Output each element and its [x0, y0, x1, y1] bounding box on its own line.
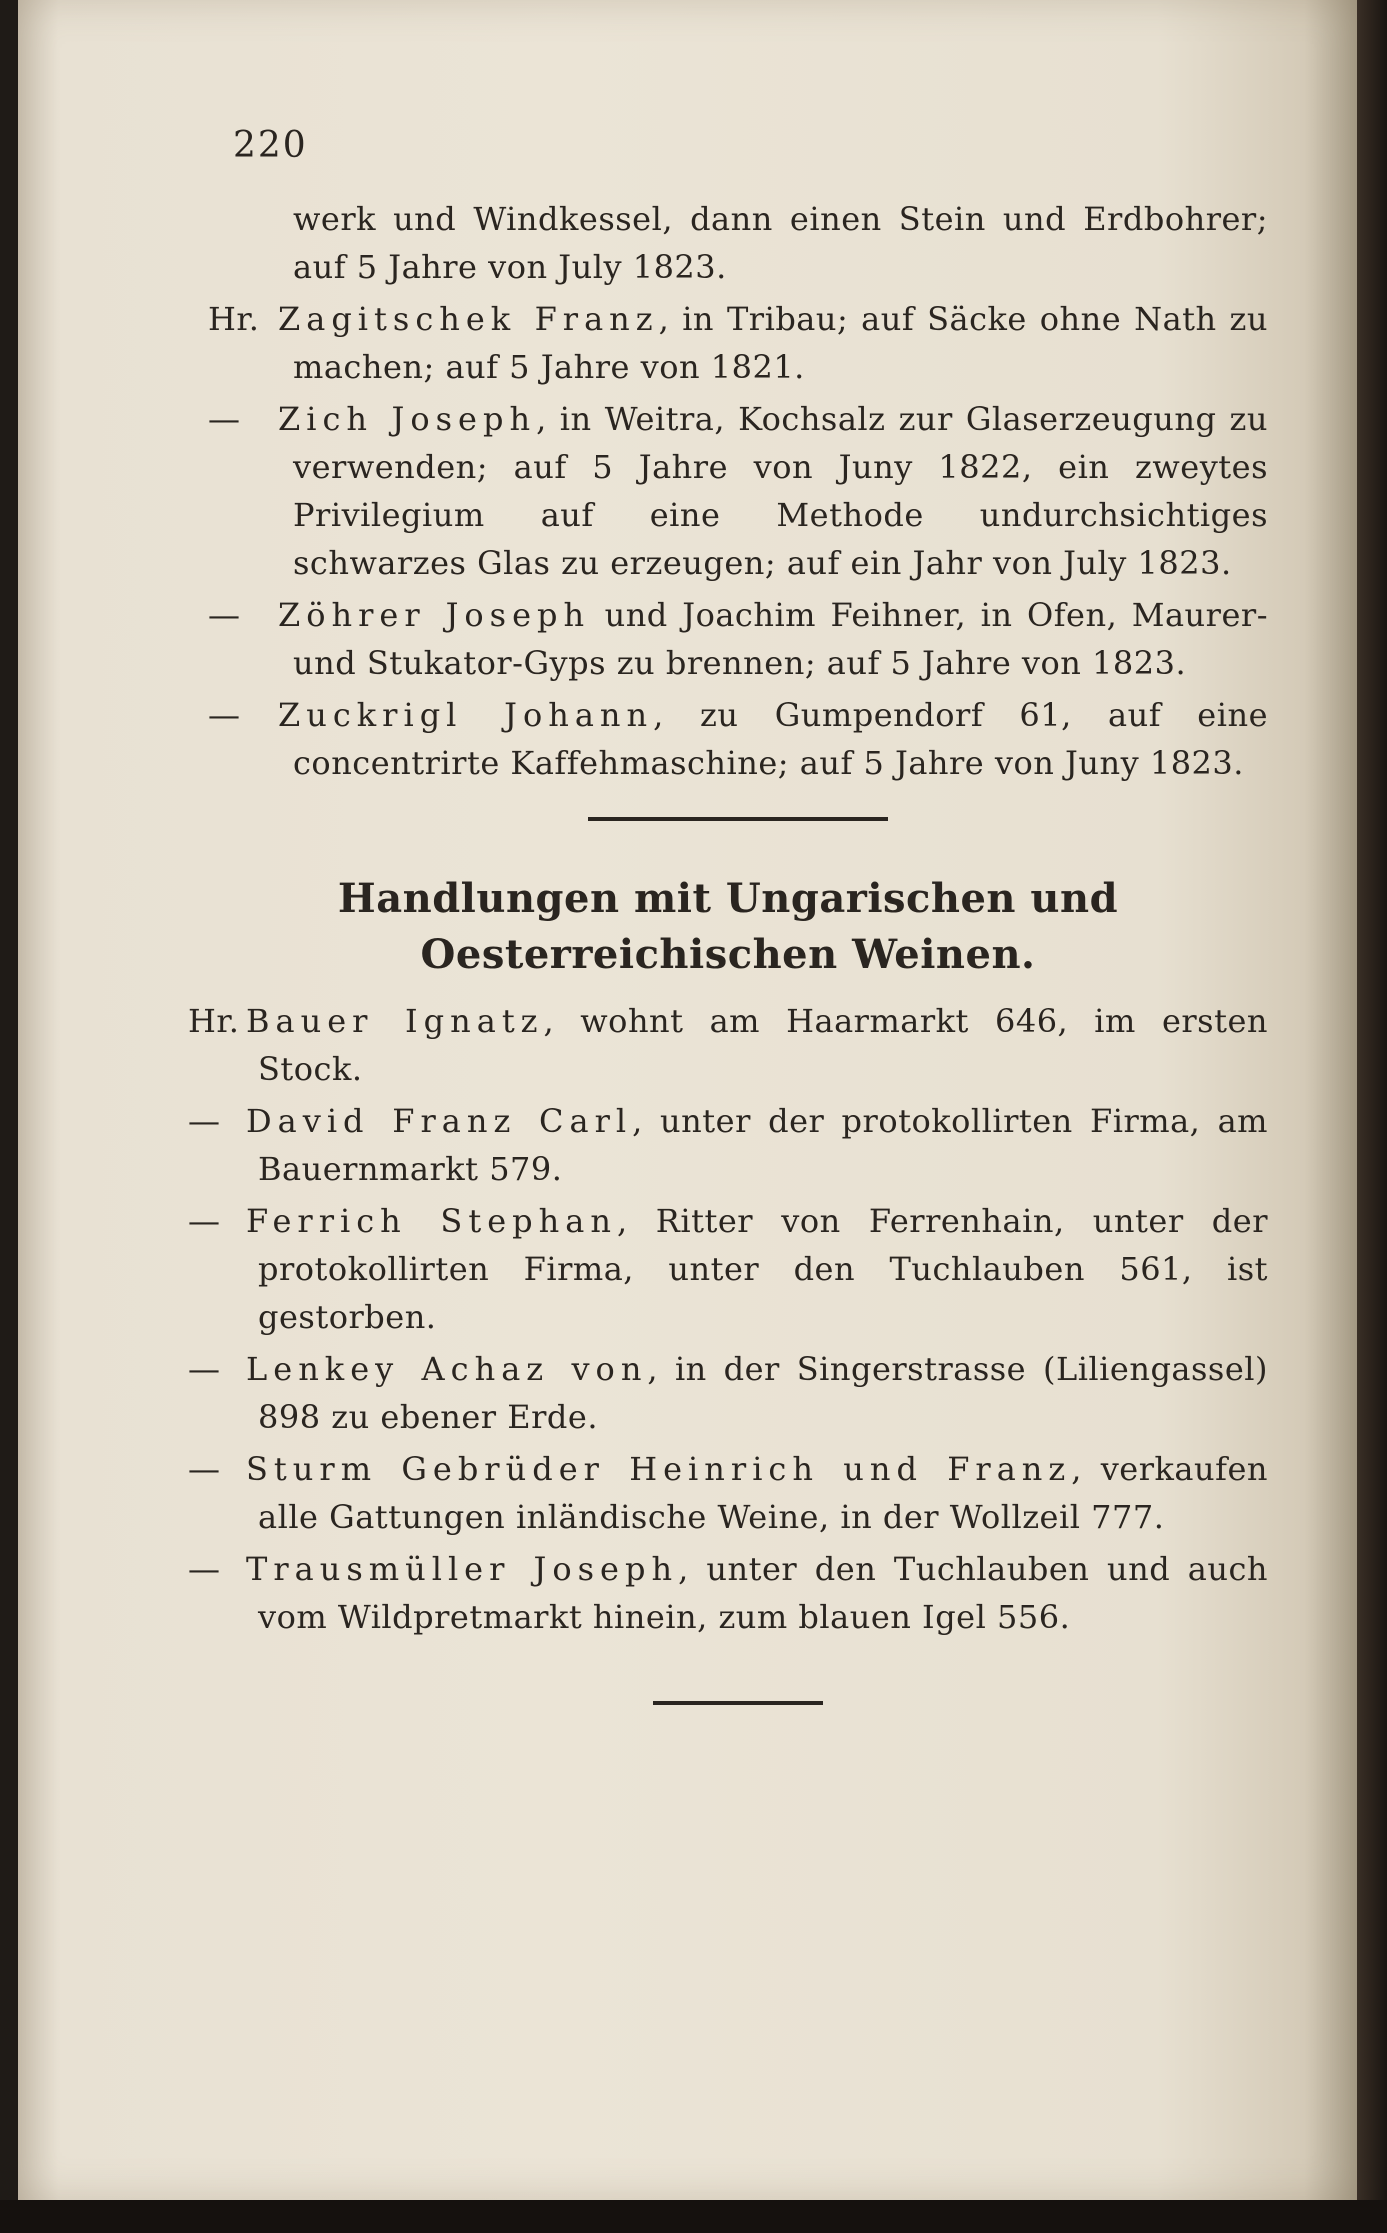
section-heading: Handlungen mit Ungarischen und Oesterreichischen Weinen. [337, 875, 1119, 978]
entry-zich: — Zich Joseph, in Weitra, Kochsalz zur Glaserzeugung zu verwenden; auf 5 Jahre von Juny 1822, ein zweytes Privilegium auf eine Methode undurchsichtiges schwarzes Glas zu erzeugen; auf ein Jahr von July 1823. [208, 400, 1269, 582]
entry-name: Zöhrer Joseph [278, 596, 591, 634]
entry-zoehrer: — Zöhrer Joseph und Joachim Feihner, in Ofen, Maurer- und Stukator-Gyps zu brennen; auf 5 Jahre von 1823. [208, 596, 1269, 682]
entry-continuation: werk und Windkessel, dann einen Stein und Erdbohrer; auf 5 Jahre von July 1823. [293, 200, 1268, 286]
entry-name: Zich Joseph [278, 400, 537, 438]
privileges-section [208, 195, 1268, 787]
entry-name: David Franz Carl [246, 1102, 633, 1140]
page-content [188, 125, 1269, 1705]
entry-ferrich: — Ferrich Stephan, Ritter von Ferrenhain, unter der protokollirten Firma, unter den Tuchlauben 561, ist gestorben. [188, 1202, 1269, 1336]
entry-name: Ferrich Stephan [246, 1202, 617, 1240]
wine-merchants-section [188, 871, 1268, 1641]
book-spine [1357, 0, 1387, 2233]
entry-name: Bauer Ignatz [246, 1002, 544, 1040]
entry-bauer: Hr. Bauer Ignatz, wohnt am Haarmarkt 646, im ersten Stock. [188, 1002, 1269, 1088]
end-divider [653, 1701, 823, 1705]
entry-name: Lenkey Achaz von [246, 1350, 648, 1388]
entry-david: — David Franz Carl, unter der protokollirten Firma, am Bauernmarkt 579. [188, 1102, 1268, 1188]
page-bottom-edge [0, 2200, 1387, 2233]
entry-zagitschek: Hr. Zagitschek Franz, in Tribau; auf Säcke ohne Nath zu machen; auf 5 Jahre von 1821. [208, 300, 1269, 386]
entry-name: Zagitschek Franz [278, 300, 659, 338]
entry-lenkey: — Lenkey Achaz von, in der Singerstrasse (Liliengassel) 898 zu ebener Erde. [188, 1350, 1268, 1436]
entry-sturm: — Sturm Gebrüder Heinrich und Franz, verkaufen alle Gattungen inländische Weine, in der Wollzeil 777. [188, 1450, 1268, 1536]
section-divider [588, 817, 888, 821]
page-number: 220 [233, 125, 308, 166]
entry-name: Sturm Gebrüder Heinrich und Franz [246, 1450, 1072, 1488]
entry-trausmueller: — Trausmüller Joseph, unter den Tuchlauben und auch vom Wildpretmarkt hinein, zum blauen Igel 556. [188, 1550, 1269, 1636]
entry-name: Zuckrigl Johann [278, 696, 654, 734]
book-page [18, 0, 1358, 2200]
entry-zuckrigl: — Zuckrigl Johann, zu Gumpendorf 61, auf eine concentrirte Kaffehmaschine; auf 5 Jahre von Juny 1823. [208, 696, 1269, 782]
entry-name: Trausmüller Joseph [246, 1550, 679, 1588]
